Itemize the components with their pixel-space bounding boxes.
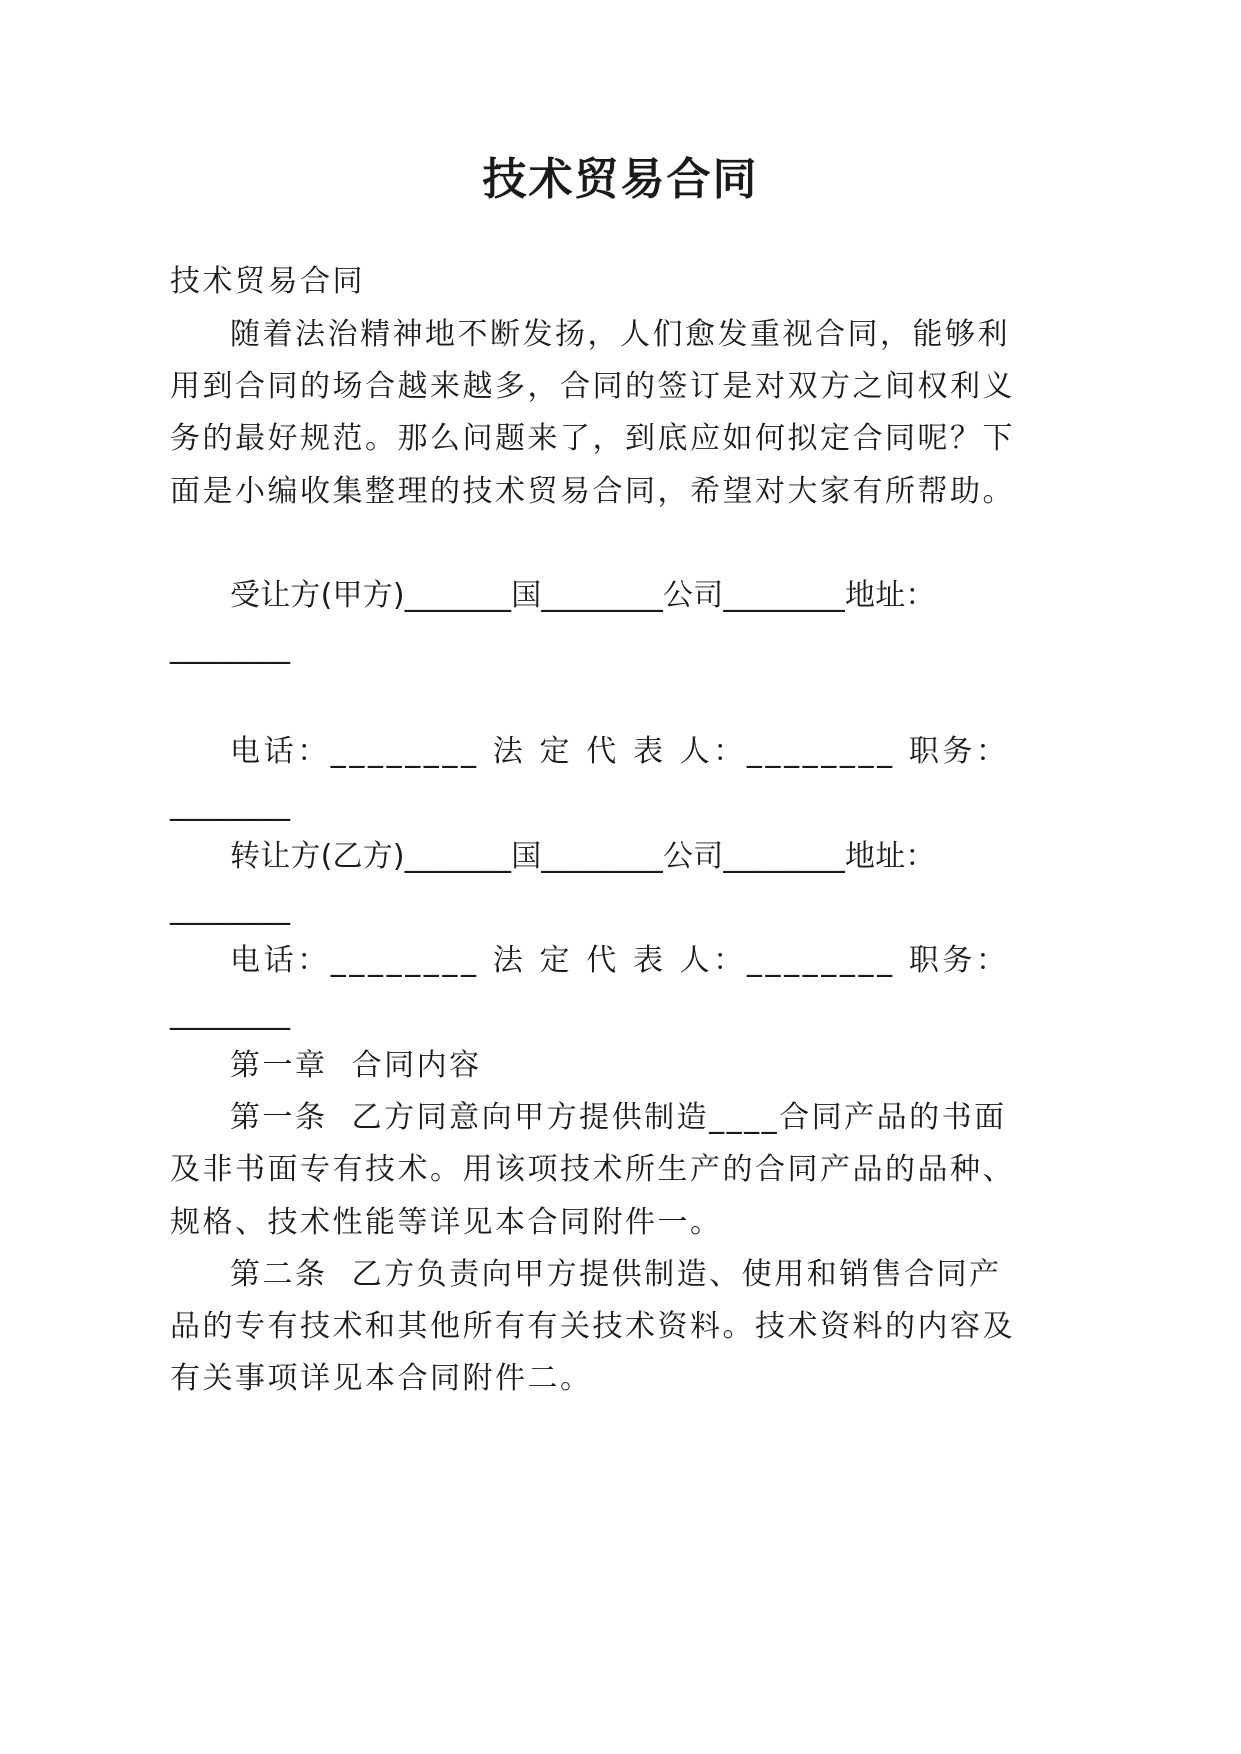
intro-line: 随着法治精神地不断发扬，人们愈发重视合同，能够利 <box>230 317 1010 352</box>
party-b-line: 转让方(乙方)_______国________公司________地址： <box>230 839 936 874</box>
chapter-heading: 第一章 合同内容 <box>230 1048 482 1083</box>
party-a-phone-line-cont: ________ <box>170 787 290 822</box>
article-line: 及非书面专有技术。用该项技术所生产的合同产品的品种、 <box>170 1152 1015 1187</box>
party-a-phone-line: 电话：________ 法 定 代 表 人：________ 职务： <box>230 734 1010 769</box>
document-title: 技术贸易合同 <box>482 154 759 205</box>
intro-line: 务的最好规范。那么问题来了，到底应如何拟定合同呢？下 <box>170 421 1015 456</box>
party-a-line: 受让方(甲方)_______国________公司________地址： <box>230 578 936 613</box>
party-b-line-cont: ________ <box>170 891 290 926</box>
intro-line: 用到合同的场合越来越多，合同的签订是对双方之间权利义 <box>170 369 1015 404</box>
article-line: 规格、技术性能等详见本合同附件一。 <box>170 1205 723 1240</box>
article-line: 品的专有技术和其他所有有关技术资料。技术资料的内容及 <box>170 1309 1015 1344</box>
article-line: 第一条 乙方同意向甲方提供制造____合同产品的书面 <box>230 1100 1007 1135</box>
party-b-phone-line-cont: ________ <box>170 996 290 1031</box>
document-subtitle: 技术贸易合同 <box>170 264 365 299</box>
intro-line: 面是小编收集整理的技术贸易合同，希望对大家有所帮助。 <box>170 474 1015 509</box>
party-a-line-cont: ________ <box>170 630 290 665</box>
article-line: 第二条 乙方负责向甲方提供制造、使用和销售合同产 <box>230 1257 1002 1292</box>
party-b-phone-line: 电话：________ 法 定 代 表 人：________ 职务： <box>230 943 1010 978</box>
article-line: 有关事项详见本合同附件二。 <box>170 1361 593 1396</box>
